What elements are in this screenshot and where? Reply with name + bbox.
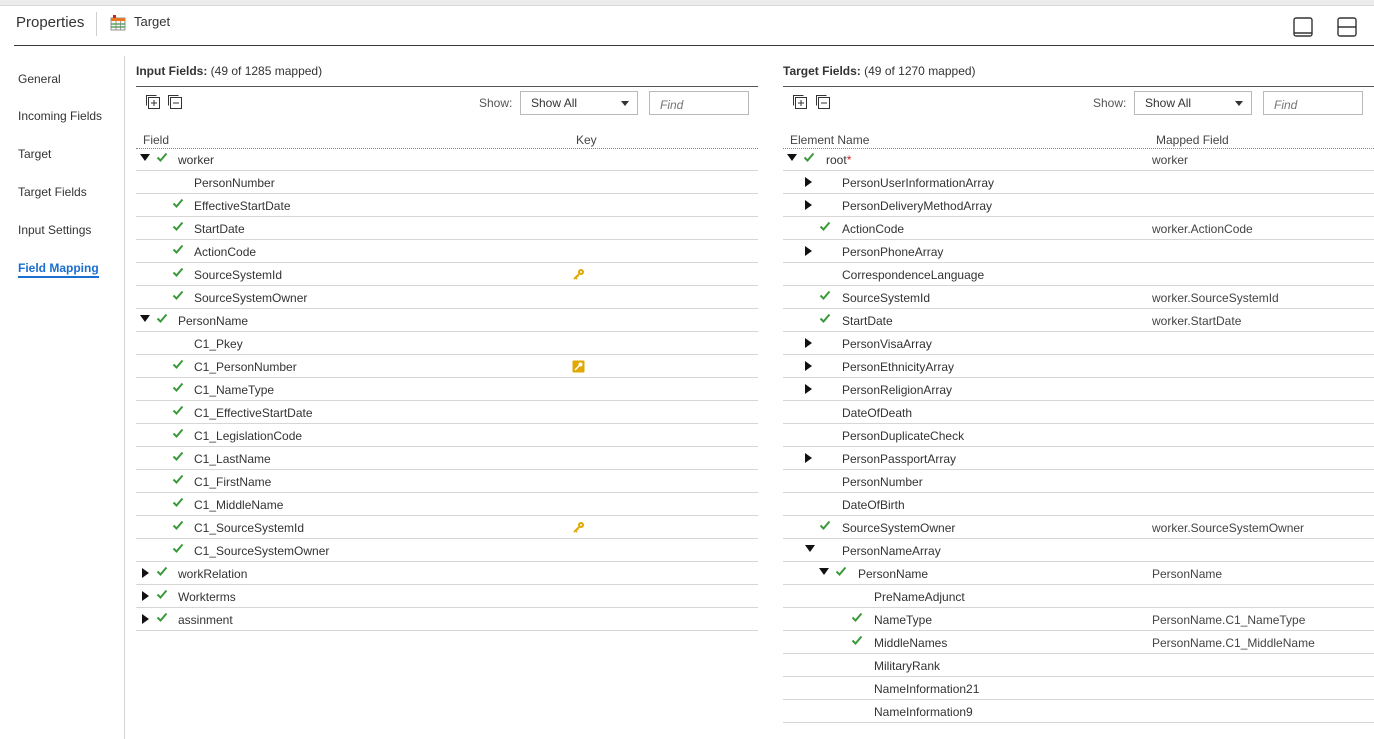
element-name-label: MiddleNames xyxy=(874,636,948,650)
expand-caret-icon[interactable] xyxy=(805,384,812,394)
check-icon xyxy=(172,266,184,278)
target-label: Target xyxy=(134,14,171,29)
mapped-field: worker.StartDate xyxy=(1152,314,1242,328)
mapped-field: worker.ActionCode xyxy=(1152,222,1253,236)
table-row[interactable] xyxy=(136,309,758,332)
table-row[interactable] xyxy=(136,240,758,263)
check-icon xyxy=(172,496,184,508)
element-name xyxy=(826,153,851,167)
table-row[interactable] xyxy=(783,631,1374,654)
element-name-label: ActionCode xyxy=(842,222,905,236)
target-fields-title-label: Target Fields: xyxy=(783,64,861,78)
target-show-label: Show: xyxy=(1093,96,1127,110)
element-name xyxy=(842,521,955,535)
table-row[interactable] xyxy=(783,700,1374,723)
collapse-caret-icon[interactable] xyxy=(787,154,797,161)
field-name: C1_SourceSystemOwner xyxy=(194,544,330,558)
check-icon xyxy=(803,151,815,163)
table-row[interactable] xyxy=(783,378,1374,401)
check-icon xyxy=(156,611,168,623)
table-row[interactable] xyxy=(783,654,1374,677)
check-icon xyxy=(172,243,184,255)
field-name: SourceSystemId xyxy=(194,268,283,282)
table-row[interactable] xyxy=(136,470,758,493)
check-icon xyxy=(172,519,184,531)
key-icon xyxy=(572,268,585,281)
table-row[interactable] xyxy=(783,585,1374,608)
mapped-field: PersonName xyxy=(1152,567,1223,581)
element-name-label: PersonDeliveryMethodArray xyxy=(842,199,993,213)
element-name-label: PersonReligionArray xyxy=(842,383,953,397)
table-row[interactable] xyxy=(136,493,758,516)
element-name-label: PersonNumber xyxy=(842,475,923,489)
field-name: C1_FirstName xyxy=(194,475,272,489)
collapse-caret-icon[interactable] xyxy=(140,315,150,322)
check-icon xyxy=(156,565,168,577)
field-name: C1_MiddleName xyxy=(194,498,284,512)
element-name xyxy=(842,406,912,420)
element-name xyxy=(842,452,956,466)
expand-all-icon[interactable] xyxy=(145,94,160,109)
table-row[interactable] xyxy=(136,355,758,378)
element-name xyxy=(874,682,979,696)
check-icon xyxy=(819,289,831,301)
mapped-field: worker xyxy=(1152,153,1189,167)
element-name-label: PersonNameArray xyxy=(842,544,941,558)
check-icon xyxy=(172,220,184,232)
check-icon xyxy=(172,542,184,554)
element-name-label: PreNameAdjunct xyxy=(874,590,965,604)
table-row[interactable] xyxy=(783,447,1374,470)
layout-split-icon xyxy=(1336,16,1358,38)
field-name: C1_LegislationCode xyxy=(194,429,303,443)
chevron-down-icon xyxy=(1235,101,1243,106)
table-row[interactable] xyxy=(783,194,1374,217)
mapped-field: PersonName.C1_MiddleName xyxy=(1152,636,1315,650)
element-name xyxy=(842,475,923,489)
collapse-caret-icon[interactable] xyxy=(805,545,815,552)
target-find-field[interactable] xyxy=(1263,91,1363,115)
key-icon xyxy=(572,521,585,534)
table-row[interactable] xyxy=(136,585,758,608)
expand-all-icon[interactable] xyxy=(792,94,807,109)
element-name xyxy=(842,268,984,282)
input-col-key: Key xyxy=(576,133,597,147)
properties-sidebar xyxy=(0,56,125,739)
element-name-label: PersonPassportArray xyxy=(842,452,957,466)
nav-item-general[interactable]: General xyxy=(18,72,61,86)
collapse-all-icon[interactable] xyxy=(815,94,830,109)
input-show-label: Show: xyxy=(479,96,513,110)
collapse-all-icon[interactable] xyxy=(167,94,182,109)
field-name: EffectiveStartDate xyxy=(194,199,291,213)
element-name xyxy=(842,544,941,558)
element-name xyxy=(842,314,893,328)
element-name xyxy=(842,360,954,374)
element-name-label: PersonDuplicateCheck xyxy=(842,429,965,443)
element-name xyxy=(858,567,928,581)
element-name-label: PersonEthnicityArray xyxy=(842,360,955,374)
element-name-label: DateOfDeath xyxy=(842,406,913,420)
table-row[interactable] xyxy=(783,470,1374,493)
element-name-label: SourceSystemId xyxy=(842,291,931,305)
element-name-label: DateOfBirth xyxy=(842,498,905,512)
expand-caret-icon[interactable] xyxy=(805,338,812,348)
element-name-label: MilitaryRank xyxy=(874,659,941,673)
table-row[interactable] xyxy=(136,562,758,585)
field-name: C1_EffectiveStartDate xyxy=(194,406,313,420)
expand-caret-icon[interactable] xyxy=(805,246,812,256)
field-name: C1_Pkey xyxy=(194,337,243,351)
element-name-label: NameType xyxy=(874,613,933,627)
input-fields-count: (49 of 1285 mapped) xyxy=(210,64,323,78)
target-col-element-name: Element Name xyxy=(790,133,870,147)
collapse-caret-icon[interactable] xyxy=(819,568,829,575)
target-fields-title xyxy=(783,64,976,78)
nav-item-target-fields[interactable]: Target Fields xyxy=(18,185,87,199)
check-icon xyxy=(172,381,184,393)
element-name xyxy=(842,176,994,190)
check-icon xyxy=(172,450,184,462)
check-icon xyxy=(172,289,184,301)
field-name: StartDate xyxy=(194,222,245,236)
table-row[interactable] xyxy=(783,355,1374,378)
table-row[interactable] xyxy=(783,493,1374,516)
nav-item-field-mapping[interactable]: Field Mapping xyxy=(18,261,99,278)
table-row[interactable] xyxy=(136,539,758,562)
layout-single-icon xyxy=(1292,16,1314,38)
table-row[interactable] xyxy=(136,332,758,355)
table-row[interactable] xyxy=(136,263,758,286)
nav-item-incoming-fields[interactable]: Incoming Fields xyxy=(18,109,103,123)
target-show-select[interactable] xyxy=(1134,91,1252,115)
check-icon xyxy=(172,404,184,416)
check-icon xyxy=(172,427,184,439)
table-row[interactable] xyxy=(136,608,758,631)
target-show-value: Show All xyxy=(1145,96,1192,110)
nav-item-target[interactable]: Target xyxy=(18,147,52,161)
field-name: C1_SourceSystemId xyxy=(194,521,305,535)
field-name: worker xyxy=(178,153,215,167)
table-row[interactable] xyxy=(783,263,1374,286)
table-row[interactable] xyxy=(136,378,758,401)
field-name: PersonNumber xyxy=(194,176,275,190)
element-name xyxy=(842,429,964,443)
element-name-label: PersonUserInformationArray xyxy=(842,176,995,190)
input-fields-title-label: Input Fields: xyxy=(136,64,208,78)
collapse-caret-icon[interactable] xyxy=(140,154,150,161)
header-divider xyxy=(96,12,97,36)
field-name: SourceSystemOwner xyxy=(194,291,308,305)
table-row[interactable] xyxy=(136,194,758,217)
input-show-value: Show All xyxy=(531,96,578,110)
field-name: Workterms xyxy=(178,590,236,604)
field-name: workRelation xyxy=(178,567,248,581)
table-row[interactable] xyxy=(783,171,1374,194)
layout-split-button[interactable] xyxy=(1336,16,1358,38)
element-name xyxy=(842,222,904,236)
table-row[interactable] xyxy=(783,240,1374,263)
element-name xyxy=(874,613,932,627)
input-panel-divider xyxy=(136,86,758,87)
element-name xyxy=(874,636,947,650)
mapped-field: PersonName.C1_NameType xyxy=(1152,613,1306,627)
table-row[interactable] xyxy=(136,516,758,539)
target-table-icon xyxy=(110,15,126,31)
check-icon xyxy=(156,312,168,324)
element-name xyxy=(842,291,930,305)
field-name: PersonName xyxy=(178,314,249,328)
table-row[interactable] xyxy=(783,677,1374,700)
layout-single-button[interactable] xyxy=(1292,16,1314,38)
table-row[interactable] xyxy=(783,608,1374,631)
element-name-label: CorrespondenceLanguage xyxy=(842,268,985,282)
key-box-icon xyxy=(572,360,585,373)
mapped-field: worker.SourceSystemOwner xyxy=(1152,521,1305,535)
element-name xyxy=(874,659,940,673)
element-name xyxy=(874,705,973,719)
expand-caret-icon[interactable] xyxy=(142,614,149,624)
table-row[interactable] xyxy=(136,148,758,171)
check-icon xyxy=(819,220,831,232)
required-marker: * xyxy=(846,153,852,167)
table-row[interactable] xyxy=(783,562,1374,585)
field-name: assinment xyxy=(178,613,233,627)
expand-caret-icon[interactable] xyxy=(142,591,149,601)
expand-caret-icon[interactable] xyxy=(805,361,812,371)
element-name-label: PersonPhoneArray xyxy=(842,245,944,259)
target-fields-count: (49 of 1270 mapped) xyxy=(864,64,976,78)
check-icon xyxy=(819,519,831,531)
table-row[interactable] xyxy=(783,309,1374,332)
element-name xyxy=(842,245,943,259)
check-icon xyxy=(156,151,168,163)
element-name xyxy=(842,337,932,351)
check-icon xyxy=(851,634,863,646)
element-name xyxy=(842,498,905,512)
check-icon xyxy=(156,588,168,600)
table-row[interactable] xyxy=(783,332,1374,355)
element-name xyxy=(842,383,952,397)
element-name-label: PersonVisaArray xyxy=(842,337,932,351)
element-name-label: SourceSystemOwner xyxy=(842,521,956,535)
table-row[interactable] xyxy=(136,217,758,240)
element-name-label: NameInformation9 xyxy=(874,705,973,719)
input-find-field[interactable] xyxy=(649,91,749,115)
check-icon xyxy=(172,197,184,209)
element-name-label: root xyxy=(826,153,847,167)
table-row[interactable] xyxy=(783,516,1374,539)
check-icon xyxy=(851,611,863,623)
field-name: C1_PersonNumber xyxy=(194,360,297,374)
element-name xyxy=(842,199,992,213)
table-row[interactable] xyxy=(783,401,1374,424)
expand-caret-icon[interactable] xyxy=(805,453,812,463)
field-name: C1_LastName xyxy=(194,452,271,466)
element-name-label: PersonName xyxy=(858,567,929,581)
check-icon xyxy=(172,358,184,370)
target-col-mapped-field: Mapped Field xyxy=(1156,133,1229,147)
check-icon xyxy=(819,312,831,324)
element-name xyxy=(874,590,965,604)
table-row[interactable] xyxy=(783,286,1374,309)
properties-title: Properties xyxy=(16,14,85,31)
element-name-label: NameInformation21 xyxy=(874,682,980,696)
table-row[interactable] xyxy=(783,217,1374,240)
table-row[interactable] xyxy=(136,171,758,194)
table-row[interactable] xyxy=(136,424,758,447)
table-row[interactable] xyxy=(136,286,758,309)
nav-item-input-settings[interactable]: Input Settings xyxy=(18,223,92,237)
check-icon xyxy=(835,565,847,577)
input-col-field: Field xyxy=(143,133,170,147)
field-name: C1_NameType xyxy=(194,383,275,397)
target-panel-divider xyxy=(783,86,1374,87)
field-name: ActionCode xyxy=(194,245,257,259)
input-fields-title xyxy=(136,64,322,78)
expand-caret-icon[interactable] xyxy=(142,568,149,578)
table-row[interactable] xyxy=(783,539,1374,562)
properties-header xyxy=(14,6,1374,46)
expand-caret-icon[interactable] xyxy=(805,177,812,187)
table-row[interactable] xyxy=(136,447,758,470)
table-row[interactable] xyxy=(783,148,1374,171)
input-show-select[interactable] xyxy=(520,91,638,115)
table-row[interactable] xyxy=(136,401,758,424)
table-row[interactable] xyxy=(783,424,1374,447)
element-name-label: StartDate xyxy=(842,314,893,328)
mapped-field: worker.SourceSystemId xyxy=(1152,291,1279,305)
expand-caret-icon[interactable] xyxy=(805,200,812,210)
check-icon xyxy=(172,473,184,485)
chevron-down-icon xyxy=(621,101,629,106)
